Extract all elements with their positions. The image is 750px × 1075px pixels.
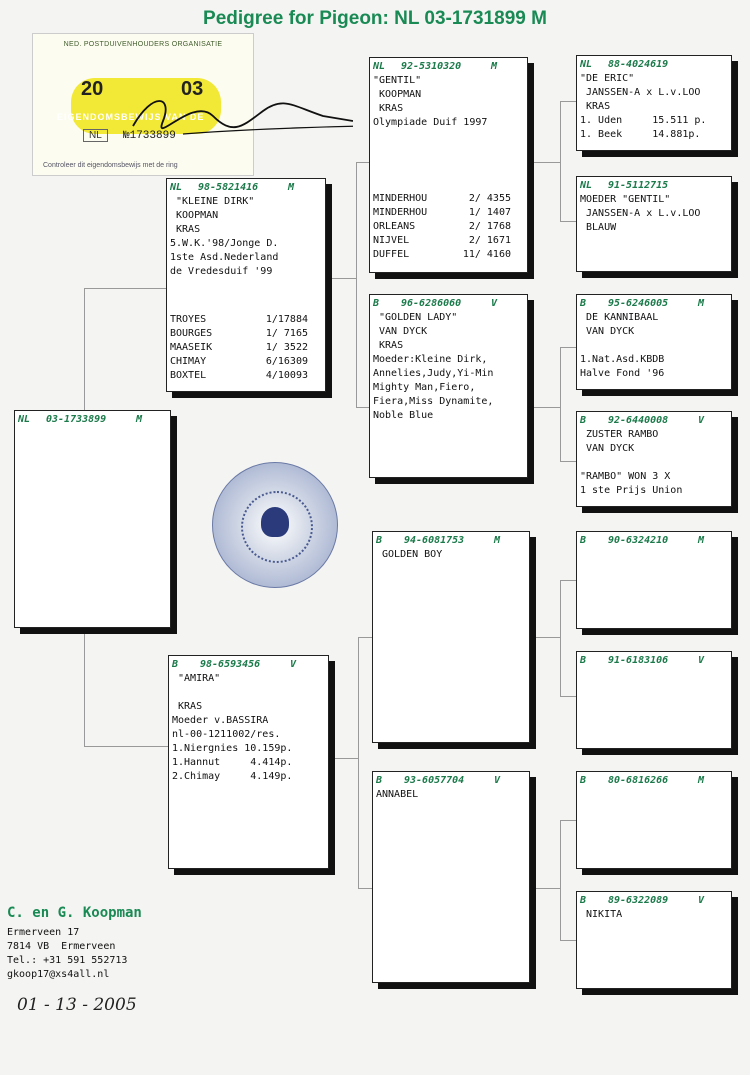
sex: V [698, 895, 705, 906]
connector-line [329, 758, 358, 759]
connector-line [560, 580, 576, 581]
card-header [580, 534, 728, 548]
country-code: NL [580, 59, 593, 70]
country-code: B [580, 298, 587, 309]
ring-number: 98-6593456 [200, 659, 261, 670]
card-text: "DE ERIC" JANSSEN-A x L.v.LOO KRAS 1. Uden 15.511 p. 1. Beek 14.881p. [580, 73, 707, 140]
connector-line [84, 288, 170, 289]
race-result: 4/10093 [265, 370, 308, 381]
card-sire-dam [369, 294, 528, 478]
ring-number: 95-6246005 [608, 298, 669, 309]
card-text: ANNABEL [376, 789, 419, 800]
race-result-row [170, 369, 308, 383]
race-name: BOXTEL [170, 370, 207, 381]
sex: M [494, 535, 501, 546]
card-text: "GOLDEN LADY" VAN DYCK KRAS Moeder:Kleine Dirk, Annelies,Judy,Yi-Min Mighty Man,Fiero, Fiera,Miss Dynamite, Noble Blue [373, 312, 494, 421]
card-ss-sire [576, 55, 732, 151]
card-text: "KLEINE DIRK" KOOPMAN KRAS 5.W.K.'98/Jonge D. 1ste Asd.Nederland de Vredesduif '99 [170, 196, 279, 277]
card-text: MOEDER "GENTIL" JANSSEN-A x L.v.LOO BLAUW [580, 194, 701, 233]
card-dam [168, 655, 329, 869]
sex: V [494, 775, 501, 786]
race-result: 2/ 4355 [468, 193, 511, 204]
connector-line [530, 637, 560, 638]
signature-image [123, 86, 353, 136]
ring-number: 88-4024619 [608, 59, 669, 70]
connector-line [356, 162, 357, 407]
ring-card-country: NL [83, 129, 108, 142]
connector-line [560, 696, 576, 697]
card-header [373, 297, 524, 311]
card-header [376, 774, 526, 788]
race-result: 1/17884 [265, 314, 308, 325]
sex: V [698, 655, 705, 666]
card-sd-sire [576, 294, 732, 390]
ring-number: 89-6322089 [608, 895, 669, 906]
card-text: DE KANNIBAAL VAN DYCK 1.Nat.Asd.KBDB Halve Fond '96 [580, 312, 665, 379]
card-dam-dam [372, 771, 530, 983]
sex: M [136, 414, 143, 425]
country-code: B [373, 298, 380, 309]
card-header [376, 534, 526, 548]
card-header [580, 414, 728, 428]
sex: V [698, 415, 705, 426]
connector-line [358, 637, 359, 888]
race-name: MINDERHOU [373, 207, 428, 218]
race-name: NIJVEL [373, 235, 410, 246]
card-header [580, 654, 728, 668]
race-result-row [373, 248, 511, 262]
race-name: TROYES [170, 314, 207, 325]
connector-line [560, 101, 561, 221]
connector-line [326, 278, 356, 279]
ring-number: 93-6057704 [404, 775, 465, 786]
country-code: NL [580, 180, 593, 191]
sex: M [698, 775, 705, 786]
ring-card-year-b: 03 [181, 78, 204, 100]
connector-line [560, 580, 561, 696]
card-ds-sire [576, 531, 732, 629]
ring-card-org: NED. POSTDUIVENHOUDERS ORGANISATIE [63, 41, 223, 48]
connector-line [560, 101, 576, 102]
card-header [580, 179, 728, 193]
race-result: 1/ 7165 [265, 328, 308, 339]
card-dd-sire [576, 771, 732, 869]
connector-line [560, 347, 576, 348]
country-code: NL [373, 61, 386, 72]
connector-line [560, 221, 576, 222]
card-text: "GENTIL" KOOPMAN KRAS Olympiade Duif 1997 [373, 75, 488, 128]
owner-city: 7814 VB Ermerveen [7, 941, 116, 952]
race-name: DUFFEL [373, 249, 410, 260]
ring-card-label: EIGENDOMSBEWIJS VAN DE [57, 112, 205, 122]
sex: V [290, 659, 297, 670]
card-text: GOLDEN BOY [376, 549, 443, 560]
card-sd-dam [576, 411, 732, 507]
card-header [172, 658, 325, 672]
ring-card-image [32, 33, 254, 176]
connector-line [560, 820, 576, 821]
ring-number: 98-5821416 [198, 182, 259, 193]
card-text: NIKITA [580, 909, 623, 920]
owner-phone: Tel.: +31 591 552713 [7, 955, 128, 966]
connector-line [358, 888, 373, 889]
ring-number: 91-6183106 [608, 655, 669, 666]
country-code: B [376, 535, 383, 546]
race-result: 11/ 4160 [462, 249, 511, 260]
sex: M [698, 298, 705, 309]
race-result-row [373, 206, 511, 220]
connector-line [358, 637, 373, 638]
card-subject [14, 410, 171, 628]
card-sire-sire [369, 57, 528, 273]
sex: M [491, 61, 498, 72]
country-code: B [172, 659, 179, 670]
country-code: B [580, 775, 587, 786]
ring-number: 96-6286060 [401, 298, 462, 309]
connector-line [84, 628, 85, 746]
race-result-row [170, 327, 308, 341]
country-code: B [580, 895, 587, 906]
ring-card-number: №1733899 [123, 130, 176, 142]
connector-line [560, 461, 576, 462]
race-result: 1/ 3522 [265, 342, 308, 353]
race-name: MINDERHOU [373, 193, 428, 204]
race-results [373, 192, 511, 262]
ring-number: 90-6324210 [608, 535, 669, 546]
connector-line [84, 288, 85, 412]
card-header [580, 297, 728, 311]
card-text: "AMIRA" KRAS Moeder v.BASSIRA nl-00-1211002/res. 1.Niergnies 10.159p. 1.Hannut 4.414p. 2.Chimay 4.149p. [172, 673, 293, 782]
card-header [580, 894, 728, 908]
connector-line [560, 347, 561, 461]
connector-line [84, 746, 170, 747]
page-title: Pedigree for Pigeon: NL 03-1731899 M [203, 8, 547, 29]
card-text: ZUSTER RAMBO VAN DYCK "RAMBO" WON 3 X 1 ste Prijs Union [580, 429, 683, 496]
ring-number: 80-6816266 [608, 775, 669, 786]
race-result-row [170, 313, 308, 327]
race-result-row [170, 355, 308, 369]
ring-card-footer: Controleer dit eigendomsbewijs met de ring [43, 162, 178, 169]
sex: V [491, 298, 498, 309]
race-name: BOURGES [170, 328, 213, 339]
connector-line [530, 888, 560, 889]
race-result-row [373, 234, 511, 248]
connector-line [528, 407, 560, 408]
card-header [580, 774, 728, 788]
card-header [373, 60, 524, 74]
race-result-row [170, 341, 308, 355]
race-results [170, 313, 308, 383]
ring-number: 92-6440008 [608, 415, 669, 426]
race-name: ORLEANS [373, 221, 416, 232]
owner-email: gkoop17@xs4all.nl [7, 969, 110, 980]
country-code: B [580, 535, 587, 546]
sex: M [288, 182, 295, 193]
connector-line [560, 820, 561, 940]
card-dam-sire [372, 531, 530, 743]
owner-street: Ermerveen 17 [7, 927, 80, 938]
connector-line [528, 162, 560, 163]
card-header [580, 58, 728, 72]
card-sire [166, 178, 326, 392]
race-name: MAASEIK [170, 342, 213, 353]
card-dd-dam [576, 891, 732, 989]
race-result: 6/16309 [265, 356, 308, 367]
seal-image [212, 462, 338, 588]
race-result-row [373, 220, 511, 234]
ring-card-year-a: 20 [81, 78, 104, 100]
country-code: B [376, 775, 383, 786]
ring-number: 92-5310320 [401, 61, 462, 72]
race-result-row [373, 192, 511, 206]
handwritten-date-text: 01 - 13 - 2005 [17, 995, 137, 1015]
connector-line [560, 940, 576, 941]
race-name: CHIMAY [170, 356, 207, 367]
card-ds-dam [576, 651, 732, 749]
sex: M [698, 535, 705, 546]
country-code: NL [18, 414, 31, 425]
country-code: NL [170, 182, 183, 193]
country-code: B [580, 415, 587, 426]
handwritten-date [15, 988, 185, 1018]
race-result: 1/ 1407 [468, 207, 511, 218]
ring-number: 03-1733899 [46, 414, 107, 425]
ring-number: 91-5112715 [608, 180, 669, 191]
race-result: 2/ 1671 [468, 235, 511, 246]
race-result: 2/ 1768 [468, 221, 511, 232]
card-ss-dam [576, 176, 732, 272]
ring-number: 94-6081753 [404, 535, 465, 546]
card-header [170, 181, 322, 195]
owner-name: C. en G. Koopman [7, 905, 142, 921]
card-header [18, 413, 167, 427]
country-code: B [580, 655, 587, 666]
